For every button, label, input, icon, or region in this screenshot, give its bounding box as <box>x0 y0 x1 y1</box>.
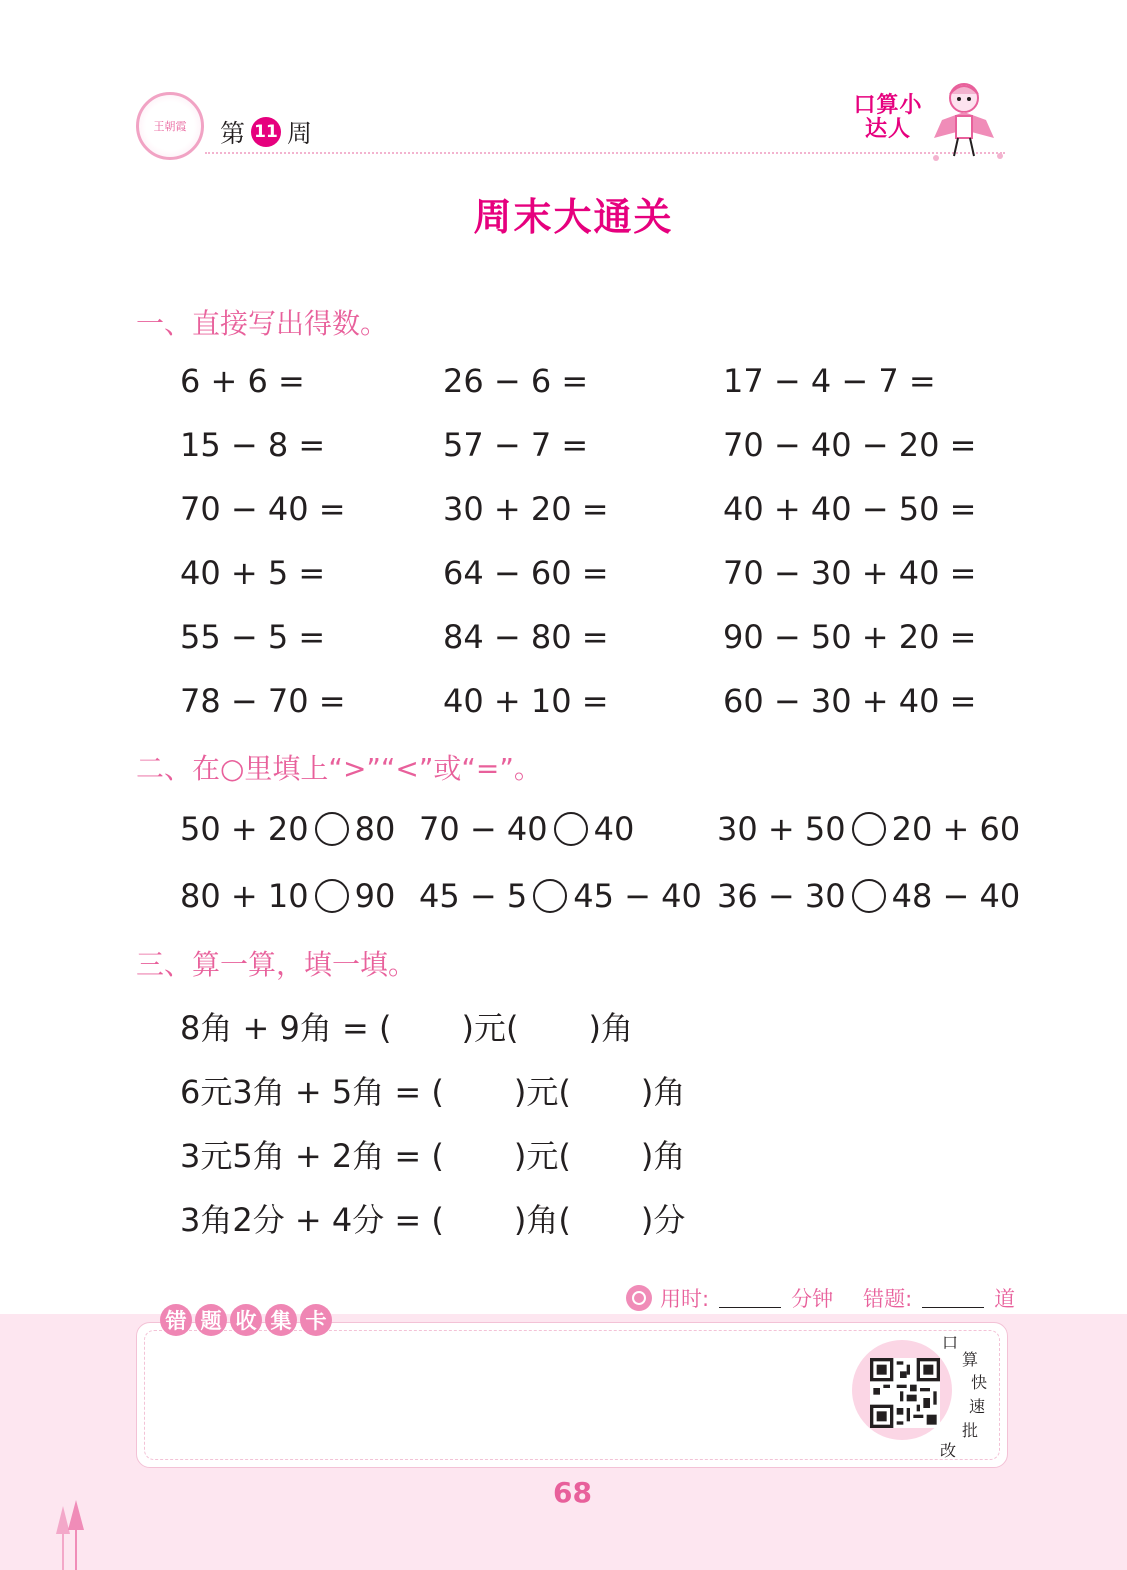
week-prefix: 第 <box>220 119 246 148</box>
comparison <box>419 810 634 848</box>
comparison-right: 40 <box>593 810 635 848</box>
comparison <box>180 810 395 848</box>
equation: 84 − 80 = <box>443 618 609 656</box>
stopwatch-icon <box>626 1285 652 1311</box>
errors-input[interactable] <box>922 1289 984 1308</box>
comparison-right: 80 <box>354 810 396 848</box>
comparison <box>180 877 395 915</box>
equation: 30 + 20 = <box>443 490 609 528</box>
page-title: 周末大通关 <box>473 195 674 239</box>
exercise-expression: 3元5角 + 2角 = ( <box>180 1137 444 1175</box>
qr-caption-char: 改 <box>940 1441 957 1460</box>
card-tag-char: 题 <box>195 1304 227 1336</box>
comparison-right: 90 <box>354 877 396 915</box>
comparison <box>717 810 1020 848</box>
header-divider <box>205 152 1005 154</box>
equation: 15 − 8 = <box>180 426 326 464</box>
qr-caption-char: 算 <box>962 1350 979 1369</box>
answer-circle[interactable] <box>533 879 567 913</box>
qr-caption-char: 批 <box>962 1421 979 1440</box>
errors-label: 错题: <box>863 1287 913 1311</box>
money-exercise <box>180 1067 685 1113</box>
money-exercise <box>180 1195 685 1241</box>
qr-caption-char: 口 <box>942 1333 959 1352</box>
comparison-right: 48 − 40 <box>891 877 1021 915</box>
comparison-right: 20 + 60 <box>891 810 1021 848</box>
up-arrows-icon <box>52 1500 88 1570</box>
week-suffix: 周 <box>287 119 313 148</box>
exercise-unit: )角 <box>588 1009 634 1047</box>
money-exercise <box>180 1003 633 1049</box>
comparison-left: 45 − 5 <box>419 877 528 915</box>
logo-stamp <box>136 92 204 160</box>
time-label: 用时: <box>660 1287 710 1311</box>
week-number-badge: 11 <box>251 117 281 147</box>
section2-heading: 二、在○里填上“>”“<”或“=”。 <box>136 752 542 785</box>
answer-circle[interactable] <box>554 812 588 846</box>
equation: 70 − 40 = <box>180 490 346 528</box>
equation: 78 − 70 = <box>180 682 346 720</box>
week-indicator <box>220 114 312 150</box>
mascot-illustration <box>922 76 1014 168</box>
answer-circle[interactable] <box>315 812 349 846</box>
equation: 40 + 5 = <box>180 554 326 592</box>
equation: 57 − 7 = <box>443 426 589 464</box>
card-tag-char: 集 <box>265 1304 297 1336</box>
comparison-right: 45 − 40 <box>573 877 702 915</box>
comparison <box>419 877 702 915</box>
answer-circle[interactable] <box>315 879 349 913</box>
answer-circle[interactable] <box>852 879 886 913</box>
exercise-expression: 8角 + 9角 = ( <box>180 1009 392 1047</box>
brand-title: 口算小达人 <box>853 93 923 142</box>
equation: 17 − 4 − 7 = <box>723 362 936 400</box>
qr-code-icon[interactable] <box>870 1358 940 1428</box>
equation: 70 − 40 − 20 = <box>723 426 977 464</box>
comparison <box>717 877 1020 915</box>
equation: 60 − 30 + 40 = <box>723 682 977 720</box>
comparison-left: 50 + 20 <box>180 810 309 848</box>
equation: 70 − 30 + 40 = <box>723 554 977 592</box>
equation: 40 + 10 = <box>443 682 609 720</box>
exercise-unit: )元( <box>513 1073 571 1111</box>
card-tag-char: 收 <box>230 1304 262 1336</box>
exercise-expression: 3角2分 + 4分 = ( <box>180 1201 444 1239</box>
equation: 55 − 5 = <box>180 618 326 656</box>
comparison-left: 30 + 50 <box>717 810 846 848</box>
errors-unit: 道 <box>994 1287 1016 1311</box>
equation: 64 − 60 = <box>443 554 609 592</box>
exercise-unit: )角 <box>640 1073 686 1111</box>
logo-text: 王朝霞 <box>153 120 187 133</box>
time-input[interactable] <box>719 1289 781 1308</box>
time-unit: 分钟 <box>791 1287 834 1311</box>
answer-circle[interactable] <box>852 812 886 846</box>
exercise-expression: 6元3角 + 5角 = ( <box>180 1073 444 1111</box>
timer-row <box>626 1283 1015 1313</box>
comparison-left: 70 − 40 <box>419 810 548 848</box>
exercise-unit: )角 <box>640 1137 686 1175</box>
exercise-unit: )元( <box>461 1009 519 1047</box>
money-exercise <box>180 1131 685 1177</box>
section1-heading: 一、直接写出得数。 <box>136 307 389 340</box>
card-tag-char: 错 <box>160 1304 192 1336</box>
comparison-left: 36 − 30 <box>717 877 846 915</box>
exercise-unit: )元( <box>513 1137 571 1175</box>
exercise-unit: )分 <box>640 1201 686 1239</box>
card-tag <box>160 1304 332 1336</box>
section3-heading: 三、算一算，填一填。 <box>136 948 417 981</box>
equation: 90 − 50 + 20 = <box>723 618 977 656</box>
card-tag-char: 卡 <box>300 1304 332 1336</box>
equation: 40 + 40 − 50 = <box>723 490 977 528</box>
comparison-left: 80 + 10 <box>180 877 309 915</box>
qr-caption-char: 快 <box>971 1373 988 1392</box>
equation: 6 + 6 = <box>180 362 305 400</box>
exercise-unit: )角( <box>513 1201 571 1239</box>
page-number: 68 <box>553 1476 592 1509</box>
equation: 26 − 6 = <box>443 362 589 400</box>
qr-caption-char: 速 <box>969 1397 986 1416</box>
